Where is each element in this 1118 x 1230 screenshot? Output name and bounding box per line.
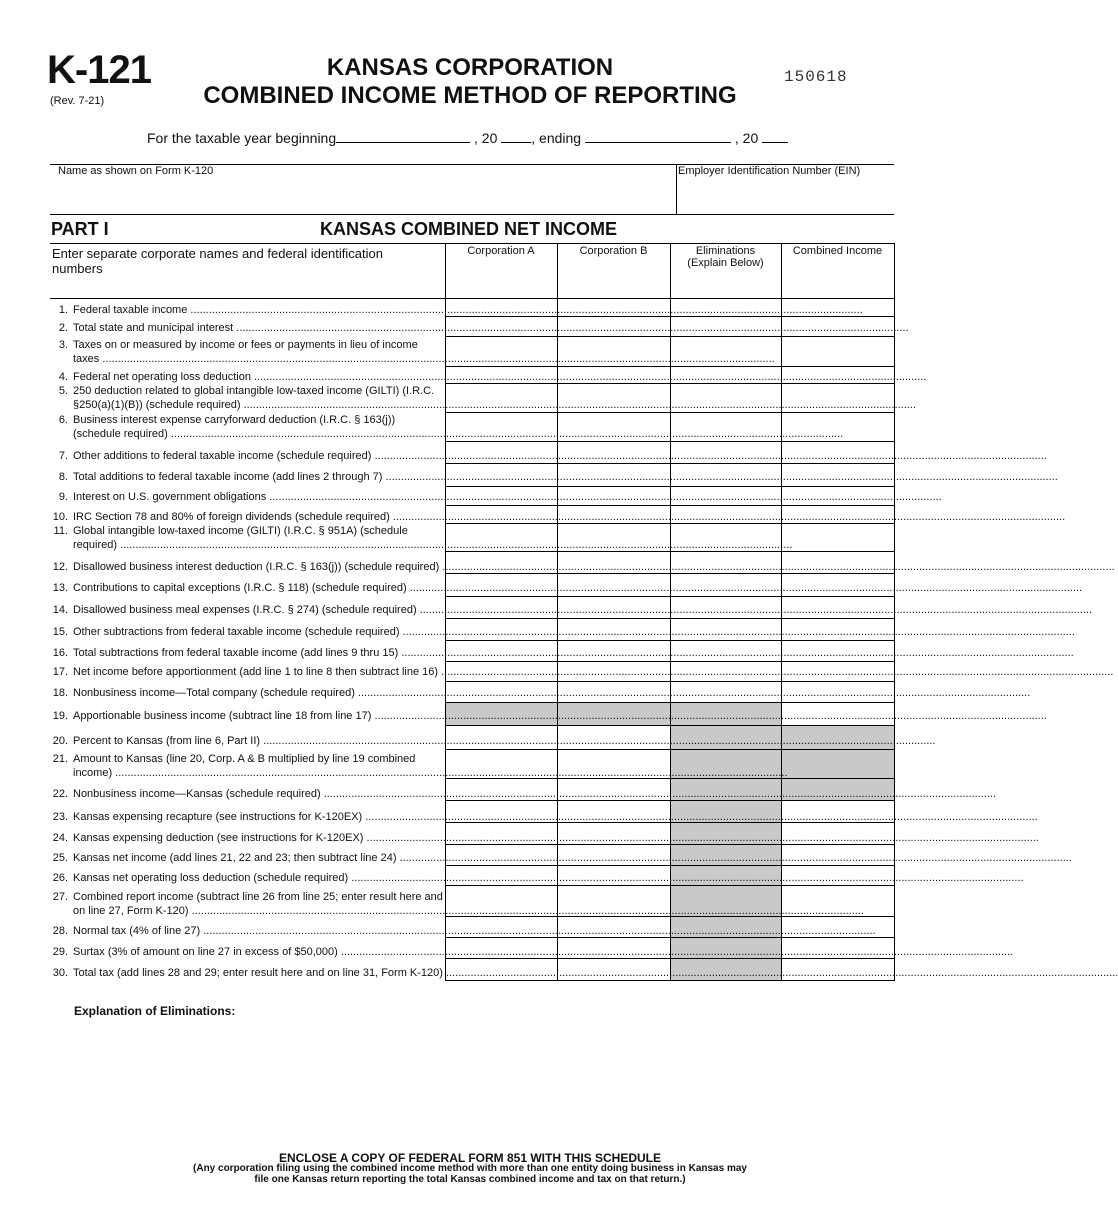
- line-number: 25.: [52, 852, 68, 864]
- line-label: [50, 384, 916, 414]
- line-number: 17.: [52, 666, 68, 678]
- line-text: [73, 752, 443, 766]
- line-number: 3.: [58, 339, 68, 351]
- tax-year-line: [147, 130, 788, 146]
- line-number: 21.: [52, 753, 68, 765]
- tax-year-mid1: , 20: [474, 130, 498, 146]
- line-text-value: Kansas net income (add lines 21, 22 and 23; then subtract line 24): [73, 852, 397, 864]
- line-number: 19.: [52, 710, 68, 722]
- line-text: [73, 966, 1118, 980]
- line-text-value: Normal tax (4% of line 27): [73, 925, 201, 937]
- footer-enclose: ENCLOSE A COPY OF FEDERAL FORM 851 WITH THIS SCHEDULE: [278, 1151, 662, 1165]
- line-text-value: Kansas net operating loss deduction (schedule required): [73, 872, 349, 884]
- line-number: 16.: [52, 647, 68, 659]
- line-number: 11.: [53, 525, 68, 537]
- line-label: [50, 413, 844, 443]
- line-label: [50, 966, 1118, 996]
- line-text: [73, 321, 909, 335]
- line-text: [73, 370, 927, 384]
- line-number: 20.: [52, 735, 68, 747]
- tax-year-mid2: , ending: [531, 130, 582, 146]
- line-text-value: Taxes on or measured by income or fees or payments in lieu of income: [73, 339, 418, 351]
- line-number: 4.: [58, 371, 68, 383]
- form-number: K-121: [47, 48, 151, 92]
- divider: [50, 243, 894, 244]
- line-label: [50, 338, 775, 368]
- line-number: 22.: [52, 788, 68, 800]
- dot-leader: ............................................................................................................................................................................................................................: [438, 666, 1114, 678]
- line-number: 26.: [52, 872, 68, 884]
- grid-hline: [445, 980, 895, 981]
- dot-leader: ............................................................................................................................................................................................................................: [117, 539, 793, 551]
- dot-leader: ............................................................................................................................................................................................................................: [398, 647, 1074, 659]
- line-text: [73, 810, 1038, 824]
- line-number: 2.: [58, 322, 68, 334]
- line-text: [73, 449, 1047, 463]
- line-text-value: Combined report income (subtract line 26 from line 25; enter result here and: [73, 891, 443, 903]
- part-title: KANSAS COMBINED NET INCOME: [320, 219, 618, 239]
- line-number: 5.: [58, 385, 68, 397]
- line-number: 9.: [58, 491, 68, 503]
- line-number: 10.: [52, 511, 68, 523]
- line-text-value: required): [73, 539, 118, 551]
- line-number: 1.: [58, 304, 68, 316]
- line-text: [73, 871, 1024, 885]
- dot-leader: ............................................................................................................................................................................................................................: [371, 710, 1047, 722]
- line-text: [73, 686, 1031, 700]
- ein-field[interactable]: [680, 180, 890, 212]
- line-text: [73, 831, 1039, 845]
- line-text-value: Apportionable business income (subtract line 18 from line 17): [73, 710, 372, 722]
- line-text: [73, 490, 942, 504]
- line-text: [73, 851, 1072, 865]
- line-text-value: Total subtractions from federal taxable income (add lines 9 thru 15): [73, 647, 399, 659]
- line-text: [73, 524, 443, 538]
- line-label: [50, 752, 788, 782]
- line-text-value: Disallowed business meal expenses (I.R.C. § 274) (schedule required): [73, 604, 417, 616]
- dot-leader: ............................................................................................................................................................................................................................: [371, 450, 1047, 462]
- form-title-line2: COMBINED INCOME METHOD OF REPORTING: [203, 82, 737, 109]
- line-text: [73, 787, 997, 801]
- line-number: 12.: [52, 561, 68, 573]
- line-text-value: Disallowed business interest deduction (I.R.C. § 163(j)) (schedule required): [73, 561, 440, 573]
- dot-leader: ............................................................................................................................................................................................................................: [112, 767, 788, 779]
- line-text: [73, 734, 936, 748]
- line-text: [73, 470, 1058, 484]
- line-text: [73, 384, 443, 398]
- line-text: [73, 338, 443, 352]
- line-text-continued: [73, 904, 864, 918]
- dot-leader: ............................................................................................................................................................................................................................: [260, 735, 936, 747]
- explanation-field[interactable]: [74, 1024, 894, 1134]
- footer-note-line1: (Any corporation filing using the combined income method with more than one entity doing business in Kansas may: [193, 1163, 747, 1174]
- line-text-value: Contributions to capital exceptions (I.R.C. § 118) (schedule required): [73, 582, 407, 594]
- dot-leader: ............................................................................................................................................................................................................................: [406, 582, 1083, 594]
- end-date-field[interactable]: [585, 130, 731, 143]
- dot-leader: ............................................................................................................................................................................................................................: [167, 428, 844, 440]
- begin-year-field[interactable]: [501, 130, 531, 143]
- line-text-continued: [73, 398, 916, 412]
- line-text-value: 250 deduction related to global intangible low-taxed income (GILTI) (I.R.C.: [73, 385, 435, 397]
- dot-leader: ............................................................................................................................................................................................................................: [439, 561, 1115, 573]
- dot-leader: ............................................................................................................................................................................................................................: [266, 491, 942, 503]
- line-number: 30.: [52, 967, 68, 979]
- dot-leader: ............................................................................................................................................................................................................................: [416, 604, 1093, 616]
- ein-label: Employer Identification Number (EIN): [678, 165, 861, 177]
- line-text-value: Kansas expensing deduction (see instructions for K-120EX): [73, 832, 364, 844]
- line-text-value: IRC Section 78 and 80% of foreign dividends (schedule required): [73, 511, 390, 523]
- line-text-value: Amount to Kansas (line 20, Corp. A & B multiplied by line 19 combined: [73, 753, 416, 765]
- dot-leader: ............................................................................................................................................................................................................................: [250, 371, 927, 383]
- line-label: [50, 524, 793, 554]
- col-header-corp-a: Corporation A: [467, 245, 535, 257]
- line-text-value: Net income before apportionment (add line 1 to line 8 then subtract line 16): [73, 666, 439, 678]
- explanation-label: Explanation of Eliminations:: [74, 1004, 236, 1018]
- form-title-line1: KANSAS CORPORATION: [326, 54, 614, 81]
- dot-leader: ............................................................................................................................................................................................................................: [320, 788, 997, 800]
- line-text: [73, 560, 1115, 574]
- dot-leader: ............................................................................................................................................................................................................................: [442, 967, 1118, 979]
- part-label: PART I: [51, 219, 109, 239]
- line-text-value: Kansas expensing recapture (see instructions for K-120EX): [73, 811, 363, 823]
- line-text: [73, 303, 863, 317]
- line-text-value: Federal net operating loss deduction: [73, 371, 251, 383]
- line-text-value: (schedule required): [73, 428, 168, 440]
- dot-leader: ............................................................................................................................................................................................................................: [396, 852, 1072, 864]
- dot-leader: ............................................................................................................................................................................................................................: [187, 304, 863, 316]
- col-header-corp-b: Corporation B: [579, 245, 648, 257]
- dot-leader: ............................................................................................................................................................................................................................: [99, 353, 775, 365]
- line-text: [73, 625, 1075, 639]
- line-text: [73, 581, 1083, 595]
- line-text: [73, 603, 1093, 617]
- line-text-value: Business interest expense carryforward deduction (I.R.C. § 163(j)): [73, 414, 396, 426]
- tax-year-prefix: For the taxable year beginning: [147, 130, 337, 146]
- divider: [676, 164, 677, 214]
- dot-leader: ............................................................................................................................................................................................................................: [354, 687, 1031, 699]
- dot-leader: ............................................................................................................................................................................................................................: [363, 832, 1039, 844]
- line-number: 6.: [58, 414, 68, 426]
- line-number: 27.: [52, 891, 68, 903]
- name-field[interactable]: [52, 180, 672, 212]
- line-text: [73, 646, 1074, 660]
- line-number: 29.: [52, 946, 68, 958]
- line-text-value: Federal taxable income: [73, 304, 188, 316]
- divider: [50, 214, 894, 215]
- dot-leader: ............................................................................................................................................................................................................................: [382, 471, 1058, 483]
- dot-leader: ............................................................................................................................................................................................................................: [188, 905, 864, 917]
- line-number: 14.: [52, 604, 68, 616]
- line-text-value: income): [73, 767, 113, 779]
- line-text: [73, 945, 1014, 959]
- line-3-combined-field[interactable]: [782, 337, 894, 366]
- dot-leader: ............................................................................................................................................................................................................................: [399, 626, 1075, 638]
- line-text: [73, 709, 1047, 723]
- line-text-value: §250(a)(1)(B)) (schedule required): [73, 399, 241, 411]
- tax-year-mid3: , 20: [734, 130, 759, 146]
- dot-leader: ............................................................................................................................................................................................................................: [200, 925, 876, 937]
- dot-leader: ............................................................................................................................................................................................................................: [389, 511, 1066, 523]
- line-text-value: Other subtractions from federal taxable income (schedule required): [73, 626, 400, 638]
- dot-leader: ............................................................................................................................................................................................................................: [362, 811, 1038, 823]
- dot-leader: ............................................................................................................................................................................................................................: [233, 322, 909, 334]
- col-header-combined: Combined Income: [792, 245, 883, 257]
- line-text-value: Nonbusiness income—Total company (schedule required): [73, 687, 355, 699]
- line-text: [73, 890, 443, 904]
- part-instruction: Enter separate corporate names and federal identification numbers: [52, 246, 383, 276]
- line-text-continued: [73, 766, 788, 780]
- line-11-combined-field[interactable]: [782, 524, 894, 551]
- line-label: [50, 890, 864, 920]
- line-text-continued: [73, 352, 775, 366]
- line-number: 18.: [52, 687, 68, 699]
- line-text-value: Percent to Kansas (from line 6, Part II): [73, 735, 261, 747]
- line-text-value: Total additions to federal taxable income (add lines 2 through 7): [73, 471, 383, 483]
- line-text-continued: [73, 427, 844, 441]
- line-text: [73, 413, 443, 427]
- begin-date-field[interactable]: [336, 130, 470, 143]
- line-text-value: Total state and municipal interest: [73, 322, 234, 334]
- dot-leader: ............................................................................................................................................................................................................................: [240, 399, 916, 411]
- line-text-value: taxes: [73, 353, 100, 365]
- name-label: Name as shown on Form K-120: [58, 165, 214, 177]
- line-text: [73, 665, 1114, 679]
- dot-leader: ............................................................................................................................................................................................................................: [348, 872, 1024, 884]
- col-header-eliminations: Eliminations: [695, 245, 756, 257]
- line-number: 28.: [52, 925, 68, 937]
- footer-note-line2: file one Kansas return reporting the total Kansas combined income and tax on that return.): [254, 1174, 686, 1185]
- line-text-value: Other additions to federal taxable income (schedule required): [73, 450, 372, 462]
- line-number: 23.: [52, 811, 68, 823]
- end-year-field[interactable]: [762, 130, 788, 143]
- line-text-value: Global intangible low-taxed income (GILTI) (I.R.C. § 951A) (schedule: [73, 525, 408, 537]
- line-number: 15.: [52, 626, 68, 638]
- line-text-value: Surtax (3% of amount on line 27 in excess of $50,000): [73, 946, 338, 958]
- line-text-value: Total tax (add lines 28 and 29; enter result here and on line 31, Form K-120): [73, 967, 443, 979]
- line-text: [73, 924, 876, 938]
- line-text: [73, 510, 1066, 524]
- form-revision: (Rev. 7-21): [50, 95, 105, 107]
- col-header-eliminations-note: (Explain Below): [687, 257, 764, 269]
- line-number: 8.: [58, 471, 68, 483]
- line-text-continued: [73, 538, 793, 552]
- form-code: 150618: [784, 68, 848, 86]
- line-text-value: Nonbusiness income—Kansas (schedule required): [73, 788, 321, 800]
- dot-leader: ............................................................................................................................................................................................................................: [337, 946, 1014, 958]
- line-text-value: Interest on U.S. government obligations: [73, 491, 267, 503]
- line-number: 24.: [52, 832, 68, 844]
- line-number: 7.: [58, 450, 68, 462]
- line-text-value: on line 27, Form K-120): [73, 905, 189, 917]
- line-number: 13.: [52, 582, 68, 594]
